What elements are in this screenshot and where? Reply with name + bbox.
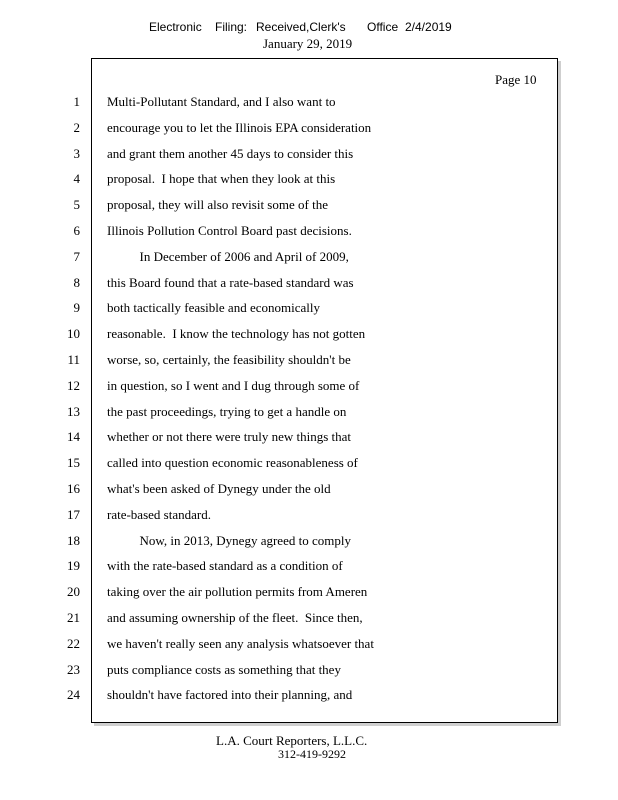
line-number: 23 — [67, 662, 80, 677]
line-number: 6 — [73, 223, 80, 238]
transcript-line: proposal. I hope that when they look at this — [107, 171, 336, 186]
stamp-received: Received,Clerk's — [256, 20, 346, 34]
line-number: 3 — [73, 146, 80, 161]
line-number: 19 — [67, 558, 80, 573]
transcript-line: encourage you to let the Illinois EPA consideration — [107, 120, 372, 135]
transcript-line: and grant them another 45 days to consider this — [107, 146, 354, 161]
transcript-line: Now, in 2013, Dynegy agreed to comply — [107, 533, 351, 548]
transcript-line: shouldn't have factored into their planning, and — [107, 687, 353, 702]
line-number: 18 — [67, 533, 80, 548]
transcript-line: with the rate-based standard as a condition of — [107, 558, 343, 573]
transcript-line: what's been asked of Dynegy under the old — [107, 481, 331, 496]
line-number: 14 — [67, 429, 80, 444]
transcript-line: and assuming ownership of the fleet. Since then, — [107, 610, 363, 625]
stamp-filing: Filing: — [215, 20, 248, 34]
line-number: 11 — [67, 352, 80, 367]
line-number: 9 — [73, 300, 80, 315]
transcript-line: called into question economic reasonableness of — [107, 455, 358, 470]
transcript-line: puts compliance costs as something that they — [107, 662, 341, 677]
line-number: 1 — [73, 94, 80, 109]
transcript-line: both tactically feasible and economically — [107, 300, 320, 315]
line-number: 20 — [67, 584, 80, 599]
line-number: 17 — [67, 507, 80, 522]
transcript-line: reasonable. I know the technology has not gotten — [107, 326, 366, 341]
line-number: 5 — [73, 197, 80, 212]
line-number: 16 — [67, 481, 80, 496]
line-number: 15 — [67, 455, 80, 470]
transcript-line: worse, so, certainly, the feasibility shouldn't be — [107, 352, 351, 367]
line-number: 8 — [73, 275, 80, 290]
line-number: 2 — [73, 120, 80, 135]
line-number: 24 — [67, 687, 80, 702]
transcript-line: the past proceedings, trying to get a handle on — [107, 404, 347, 419]
footer-company: L.A. Court Reporters, L.L.C. — [216, 733, 368, 748]
stamp-date: 2/4/2019 — [405, 20, 452, 34]
hearing-date: January 29, 2019 — [263, 36, 353, 51]
transcript-line: rate-based standard. — [107, 507, 211, 522]
transcript-line: proposal, they will also revisit some of the — [107, 197, 328, 212]
transcript-line: whether or not there were truly new things that — [107, 429, 352, 444]
transcript-line: In December of 2006 and April of 2009, — [107, 249, 349, 264]
line-number: 7 — [73, 249, 80, 264]
footer-phone: 312-419-9292 — [278, 747, 346, 761]
transcript-line: taking over the air pollution permits from Ameren — [107, 584, 368, 599]
line-number: 12 — [67, 378, 80, 393]
page-number: Page 10 — [495, 72, 537, 87]
transcript-line: Multi-Pollutant Standard, and I also want to — [107, 94, 336, 109]
stamp-electronic: Electronic — [149, 20, 202, 34]
line-number: 22 — [67, 636, 80, 651]
transcript-line: we haven't really seen any analysis whatsoever that — [107, 636, 374, 651]
stamp-office: Office — [367, 20, 399, 34]
transcript-line: in question, so I went and I dug through some of — [107, 378, 360, 393]
line-number: 4 — [73, 171, 80, 186]
line-number: 13 — [67, 404, 80, 419]
transcript-line: Illinois Pollution Control Board past decisions. — [107, 223, 352, 238]
line-number: 21 — [67, 610, 80, 625]
line-number: 10 — [67, 326, 80, 341]
transcript-line: this Board found that a rate-based standard was — [107, 275, 354, 290]
